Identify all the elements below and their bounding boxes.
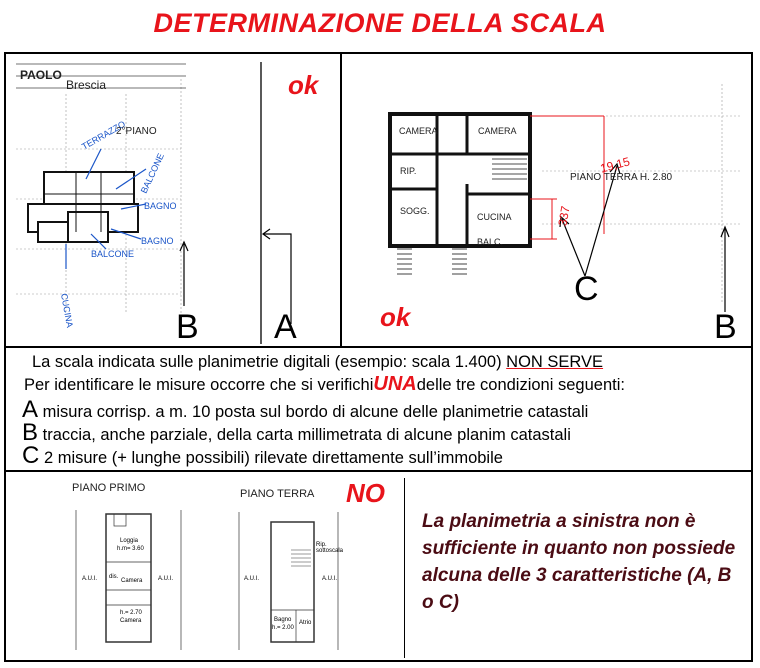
annotation-cucina: CUCINA [59, 292, 75, 329]
room-camera-2: CAMERA [478, 126, 517, 136]
plan2-atrio: Atrio [299, 620, 312, 626]
plan2-aui-right: A.U.I. [322, 576, 338, 582]
plan-floor-label: 2°PIANO [116, 126, 157, 137]
condition-b-text: traccia, anche parziale, della carta millimetrata di alcune planim catastali [42, 426, 571, 444]
ok-label-left: ok [288, 70, 319, 100]
insufficient-floor-plans [6, 472, 406, 660]
top-right-panel [340, 52, 753, 348]
non-serve-emphasis: NON SERVE [506, 353, 604, 371]
header-city: Brescia [66, 78, 107, 92]
letter-c: C [574, 270, 599, 308]
plan2-bagno: Bagno [274, 617, 292, 623]
plan2-title: PIANO TERRA [240, 488, 315, 500]
plan1-aui-right: A.U.I. [158, 576, 174, 582]
conditions-panel [4, 346, 753, 472]
annotation-balcone-1: BALCONE [138, 151, 166, 195]
annotation-balcone-2: BALCONE [91, 249, 135, 259]
page-title: DETERMINAZIONE DELLA SCALA [153, 8, 607, 38]
plan1-camera-2: Camera [120, 618, 142, 624]
plan1-camera-1: Camera [121, 578, 143, 584]
annotation-terrazzo: TERRAZZO [80, 118, 128, 152]
bottom-panel [4, 470, 753, 662]
conditions-intro [24, 373, 625, 396]
plan1-height: h.= 2.70 [120, 610, 142, 616]
no-label: NO [346, 478, 385, 508]
top-left-panel [4, 52, 342, 348]
room-balc: BALC. [477, 237, 504, 247]
scale-note-text: La scala indicata sulle planimetrie digitali (esempio: scala 1.400) [32, 353, 507, 371]
plan2-bagno-height: h.= 2.00 [272, 625, 294, 631]
bottom-divider [404, 478, 405, 658]
plan1-dis: dis. [109, 574, 119, 580]
room-sogg: SOGG. [400, 206, 430, 216]
plan1-aui-left: A.U.I. [82, 576, 98, 582]
condition-c [22, 442, 503, 470]
plan-floor-label: PIANO TERRA H. 2.80 [570, 172, 673, 183]
plan1-loggia-height: h.m= 3.60 [117, 546, 144, 552]
condition-a-letter: A [22, 396, 39, 423]
scale-note [32, 353, 603, 372]
header-owner: PAOLO [20, 68, 62, 82]
room-rip: RIP. [400, 166, 417, 176]
letter-b-right: B [714, 308, 737, 346]
letter-b-left: B [176, 308, 199, 346]
plan1-title: PIANO PRIMO [72, 482, 146, 494]
room-camera-1: CAMERA [399, 126, 438, 136]
letter-a: A [274, 308, 297, 346]
ok-label-right: ok [380, 302, 411, 332]
insufficient-explanation: La planimetria a sinistra non è sufficiente in quanto non possiede alcuna delle 3 caratteristiche (A, B o C) [422, 511, 736, 613]
plan2-aui-left: A.U.I. [244, 576, 260, 582]
una-emphasis: UNA [373, 373, 417, 395]
condition-a-text: misura corrisp. a m. 10 posta sul bordo di alcune delle planimetrie catastali [42, 403, 589, 421]
annotation-bagno-2: BAGNO [141, 236, 174, 246]
conditions-intro-suffix: delle tre condizioni seguenti: [416, 376, 625, 394]
room-cucina: CUCINA [477, 212, 512, 222]
condition-b-letter: B [22, 419, 39, 446]
plan1-loggia: Loggia [120, 538, 139, 544]
condition-c-letter: C [22, 442, 40, 469]
annotation-bagno-1: BAGNO [144, 201, 177, 211]
condition-c-text: 2 misure (+ lunghe possibili) rilevate direttamente sull’immobile [43, 449, 503, 467]
conditions-intro-prefix: Per identificare le misure occorre che si verifichi [24, 376, 374, 394]
plan2-rip-sottoscala: Rip. sottoscala [316, 542, 344, 554]
measure-337: 337 [555, 204, 573, 228]
measure-19-15: 19,15 [598, 154, 632, 176]
